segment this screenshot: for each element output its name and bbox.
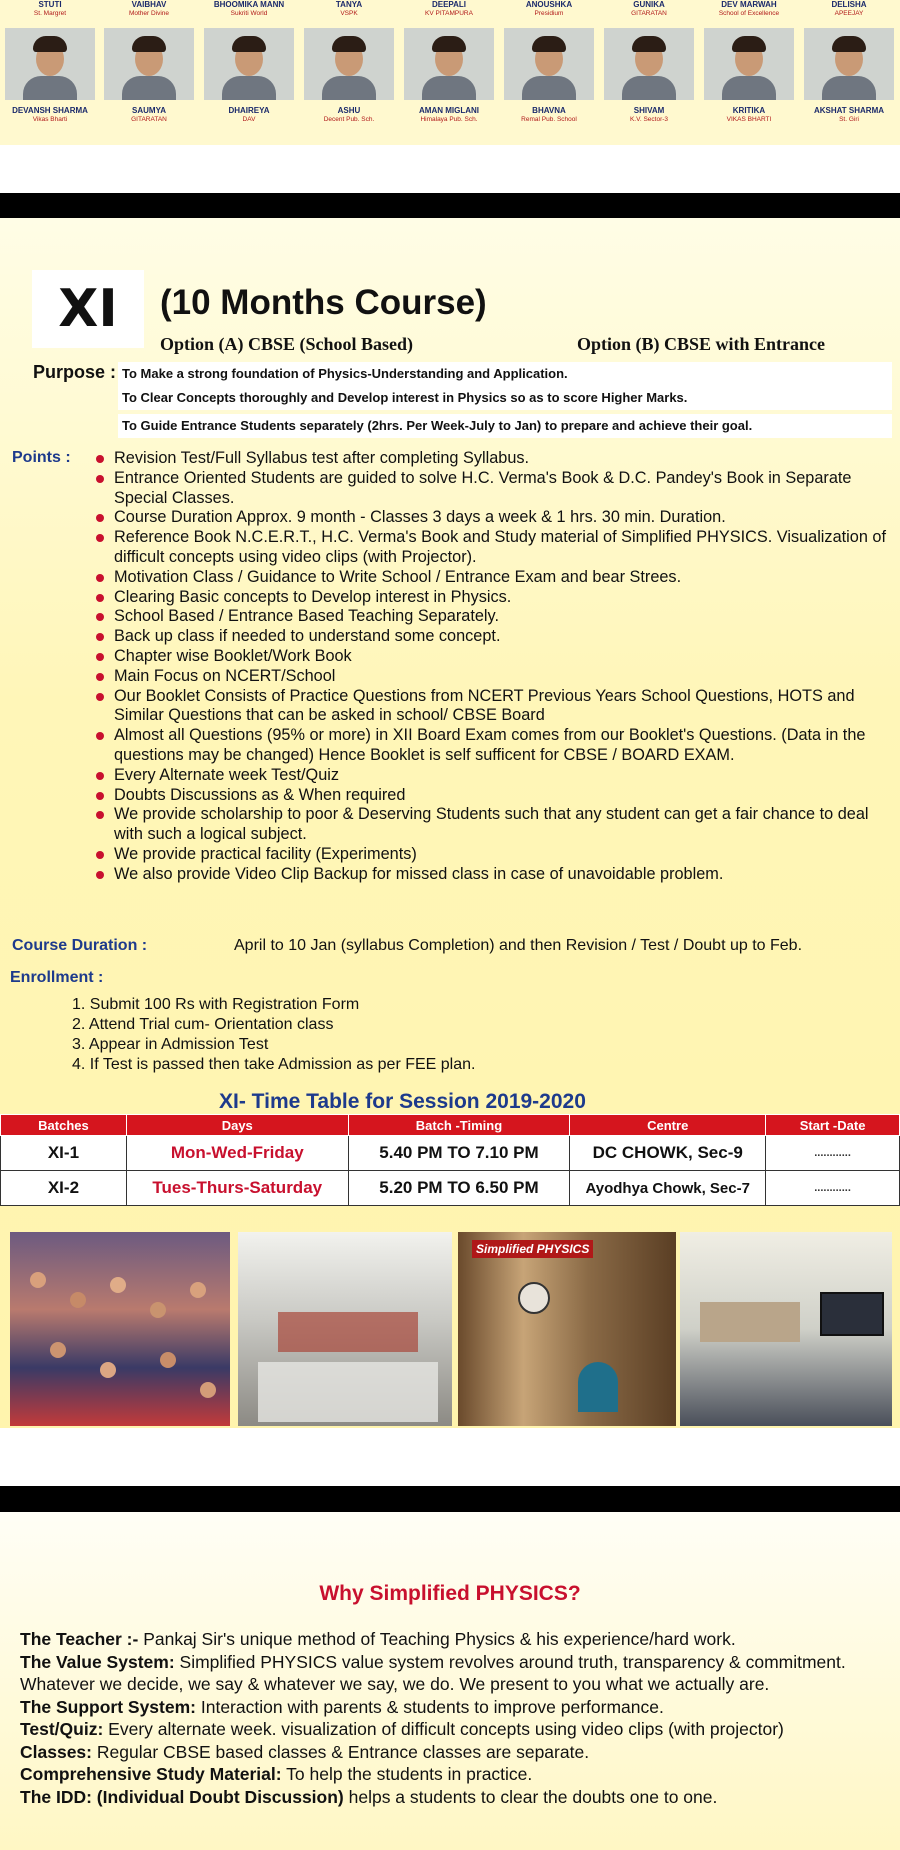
bullet-icon: [96, 574, 104, 582]
point-text: Chapter wise Booklet/Work Book: [114, 646, 352, 665]
point-item: [94, 449, 894, 469]
why-item-label: Comprehensive Study Material:: [20, 1764, 282, 1784]
bullet-icon: [96, 455, 104, 463]
header-timing: Batch -Timing: [348, 1115, 570, 1136]
why-item-label: Test/Quiz:: [20, 1719, 104, 1739]
point-item: [94, 766, 894, 786]
why-item-text: Regular CBSE based classes & Entrance classes are separate.: [92, 1741, 590, 1762]
point-text: We also provide Video Clip Backup for missed class in case of unavoidable problem.: [114, 864, 724, 883]
topper-name: TANYA: [335, 0, 363, 9]
topper-school: GITARATAN: [131, 116, 167, 123]
timetable-header-row: [1, 1115, 900, 1136]
topper-photo: [804, 28, 894, 100]
point-item: [94, 588, 894, 608]
enrollment-steps: [72, 995, 475, 1075]
point-text: Clearing Basic concepts to Develop interest in Physics.: [114, 587, 512, 606]
enrollment-step: 1. Submit 100 Rs with Registration Form: [72, 996, 360, 1013]
centre-cell: Ayodhya Chowk, Sec-7: [570, 1171, 766, 1206]
batch-cell: XI-2: [1, 1171, 127, 1206]
topper-school: Sukriti World: [230, 10, 268, 17]
purpose-line: To Clear Concepts thoroughly and Develop interest in Physics so as to score Higher Marks.: [118, 386, 892, 410]
table-row: [1, 1171, 900, 1206]
bullet-icon: [96, 811, 104, 819]
course-duration-label: Course Duration :: [12, 937, 148, 954]
topper-school: DAV: [242, 116, 256, 123]
point-item: [94, 528, 894, 568]
point-item: [94, 865, 894, 885]
points-list: [94, 449, 894, 885]
why-item-text: Simplified PHYSICS value system revolves around truth, transparency & commitment. Whatever we decide, we say & whatever we say, we do. We present to you what we actually are.: [20, 1651, 846, 1694]
point-text: Doubts Discussions as & When required: [114, 785, 406, 804]
purpose-line: To Make a strong foundation of Physics-Understanding and Application.: [118, 362, 892, 386]
point-text: Main Focus on NCERT/School: [114, 666, 336, 685]
bullet-icon: [96, 514, 104, 522]
days-cell: Tues-Thurs-Saturday: [126, 1171, 348, 1206]
topper-photo: [404, 28, 494, 100]
topper-name: SHIVAM: [633, 106, 665, 115]
header-centre: Centre: [570, 1115, 766, 1136]
timing-cell: 5.40 PM TO 7.10 PM: [348, 1136, 570, 1171]
topper-school: K.V. Sector-3: [629, 116, 669, 123]
start-date-cell: ............: [766, 1136, 900, 1171]
topper-name: VAIBHAV: [131, 0, 167, 9]
enrollment-step: 2. Attend Trial cum- Orientation class: [72, 1016, 334, 1033]
timetable-title: XI- Time Table for Session 2019-2020: [219, 1090, 586, 1113]
why-item: [20, 1628, 895, 1651]
bullet-icon: [96, 871, 104, 879]
header-days: Days: [126, 1115, 348, 1136]
why-item: [20, 1741, 895, 1764]
topper-school: VIKAS BHARTI: [726, 116, 772, 123]
table-row: [1, 1136, 900, 1171]
topper-name: BHAVNA: [532, 106, 566, 115]
topper-photo: [304, 28, 394, 100]
point-text: Almost all Questions (95% or more) in XII Board Exam comes from our Booklet's Questions. (Data in the questions may be changed) Hence Booklet is self sufficent for CBSE / BOARD EXAM.: [114, 726, 866, 764]
point-item: [94, 687, 894, 727]
why-item-text: To help the students in practice.: [281, 1764, 533, 1784]
topper-photo: [504, 28, 594, 100]
bullet-icon: [96, 851, 104, 859]
topper-name: DEEPALI: [431, 0, 467, 9]
point-text: Our Booklet Consists of Practice Questions from NCERT Previous Years School Questions, HOTS and Similar Questions that can be asked in school/ CBSE Board: [114, 686, 855, 725]
enrollment-step: 3. Appear in Admission Test: [72, 1036, 269, 1053]
topper-photo: [104, 28, 194, 100]
bullet-icon: [96, 594, 104, 602]
topper-school: St. Giri: [839, 116, 859, 123]
topper-name: GUNIKA: [633, 0, 665, 9]
teacher-desk-photo: [458, 1232, 676, 1426]
bullet-icon: [96, 673, 104, 681]
point-text: Every Alternate week Test/Quiz: [114, 765, 340, 784]
point-text: We provide practical facility (Experiments): [114, 844, 417, 863]
topper-school: Remal Pub. School: [521, 116, 577, 123]
topper-school: Mother Divine: [128, 10, 170, 17]
why-title: Why Simplified PHYSICS?: [319, 1582, 581, 1605]
centre-cell: DC CHOWK, Sec-9: [570, 1136, 766, 1171]
why-item: [20, 1696, 895, 1719]
why-item-label: The Teacher :-: [20, 1629, 139, 1649]
why-item: [20, 1786, 895, 1809]
topper-name: SAUMYA: [132, 106, 166, 115]
bullet-icon: [96, 613, 104, 621]
point-item: [94, 469, 894, 509]
point-item: [94, 647, 894, 667]
topper-photo: [5, 28, 95, 100]
purpose-line: To Guide Entrance Students separately (2hrs. Per Week-July to Jan) to prepare and achieve their goal.: [118, 414, 892, 438]
topper-name: AKSHAT SHARMA: [813, 106, 885, 115]
point-item: [94, 607, 894, 627]
why-list: [20, 1628, 895, 1808]
point-text: Course Duration Approx. 9 month - Classes 3 days a week & 1 hrs. 30 min. Duration.: [114, 508, 726, 527]
point-text: Revision Test/Full Syllabus test after completing Syllabus.: [114, 449, 530, 467]
header-start-date: Start -Date: [766, 1115, 900, 1136]
topper-photo: [204, 28, 294, 100]
why-item-label: The IDD: (Individual Doubt Discussion): [20, 1786, 344, 1807]
batch-cell: XI-1: [1, 1136, 127, 1171]
topper-name: STUTI: [38, 0, 62, 9]
why-item: [20, 1651, 895, 1696]
topper-name: KRITIKA: [732, 106, 766, 115]
classroom-photo: [10, 1232, 230, 1426]
course-title: (10 Months Course): [160, 283, 487, 322]
option-b: Option (B) CBSE with Entrance: [577, 334, 826, 354]
why-item-label: The Value System:: [20, 1651, 175, 1672]
topper-name: DHAIREYA: [228, 106, 270, 115]
point-item: [94, 786, 894, 806]
topper-photo: [604, 28, 694, 100]
point-text: Reference Book N.C.E.R.T., H.C. Verma's Book and Study material of Simplified PHYSICS. Visualization of difficult concepts using video clips (with Projector).: [114, 528, 886, 566]
topper-school: Himalaya Pub. Sch.: [420, 116, 478, 123]
option-a: Option (A) CBSE (School Based): [160, 334, 414, 354]
enrollment-step: 4. If Test is passed then take Admission as per FEE plan.: [72, 1056, 476, 1073]
point-text: Motivation Class / Guidance to Write School / Entrance Exam and bear Strees.: [114, 567, 682, 586]
point-text: Back up class if needed to understand some concept.: [114, 627, 501, 646]
bullet-icon: [96, 732, 104, 740]
section-divider: [0, 1486, 900, 1512]
topper-name: ASHU: [337, 106, 361, 115]
point-item: [94, 845, 894, 865]
why-item-text: Interaction with parents & students to improve performance.: [196, 1696, 664, 1717]
section-divider: [0, 193, 900, 219]
topper-school: Decent Pub. Sch.: [323, 116, 375, 123]
why-item: [20, 1718, 895, 1741]
point-text: We provide scholarship to poor & Deserving Students such that any student can get a fair chance to deal with such a logical subject.: [114, 805, 869, 844]
topper-school: VSPK: [340, 10, 358, 17]
topper-school: APEEJAY: [834, 10, 864, 17]
header-batches: Batches: [1, 1115, 127, 1136]
bullet-icon: [96, 653, 104, 661]
point-item: [94, 726, 894, 766]
topper-name: DEV MARWAH: [721, 0, 777, 9]
why-item: [20, 1763, 895, 1786]
why-item-label: Classes:: [20, 1741, 92, 1762]
office-photo: [238, 1232, 452, 1426]
point-item: [94, 627, 894, 647]
topper-photo: [704, 28, 794, 100]
poster-text: Simplified PHYSICS: [472, 1240, 593, 1258]
why-item-text: Every alternate week. visualization of difficult concepts using video clips (with projector): [103, 1719, 784, 1739]
point-item: [94, 568, 894, 588]
bullet-icon: [96, 792, 104, 800]
topper-school: School of Excellence: [718, 10, 780, 17]
start-date-cell: ............: [766, 1171, 900, 1206]
point-item: [94, 667, 894, 687]
why-item-text: Pankaj Sir's unique method of Teaching Physics & his experience/hard work.: [138, 1629, 736, 1649]
point-item: [94, 805, 894, 845]
timetable: [0, 1114, 900, 1206]
point-text: School Based / Entrance Based Teaching Separately.: [114, 607, 499, 626]
bullet-icon: [96, 534, 104, 542]
topper-school: Presidium: [534, 10, 564, 17]
topper-school: GITARATAN: [631, 10, 667, 17]
purpose-label: Purpose :: [33, 362, 117, 382]
course-duration-value: April to 10 Jan (syllabus Completion) and then Revision / Test / Doubt up to Feb.: [234, 937, 803, 954]
topper-school: St. Margret: [33, 10, 67, 17]
topper-name: DEVANSH SHARMA: [12, 106, 88, 115]
point-item: [94, 508, 894, 528]
bullet-icon: [96, 772, 104, 780]
timing-cell: 5.20 PM TO 6.50 PM: [348, 1171, 570, 1206]
topper-name: AMAN MIGLANI: [419, 106, 479, 115]
why-item-text: helps a students to clear the doubts one to one.: [343, 1786, 718, 1807]
bullet-icon: [96, 475, 104, 483]
topper-school: Vikas Bharti: [32, 116, 68, 123]
topper-name: BHOOMIKA MANN: [213, 0, 285, 9]
point-text: Entrance Oriented Students are guided to solve H.C. Verma's Book & D.C. Pandey's Book in Separate Special Classes.: [114, 468, 852, 507]
enrollment-label: Enrollment :: [10, 969, 104, 986]
days-cell: Mon-Wed-Friday: [126, 1136, 348, 1171]
topper-name: DELISHA: [831, 0, 867, 9]
topper-school: KV PITAMPURA: [425, 10, 473, 17]
bullet-icon: [96, 693, 104, 701]
classroom-photo: [680, 1232, 892, 1426]
topper-name: ANOUSHKA: [525, 0, 573, 9]
points-label: Points :: [12, 449, 71, 466]
bullet-icon: [96, 633, 104, 641]
why-item-label: The Support System:: [20, 1696, 196, 1717]
class-badge: XI: [32, 270, 144, 348]
